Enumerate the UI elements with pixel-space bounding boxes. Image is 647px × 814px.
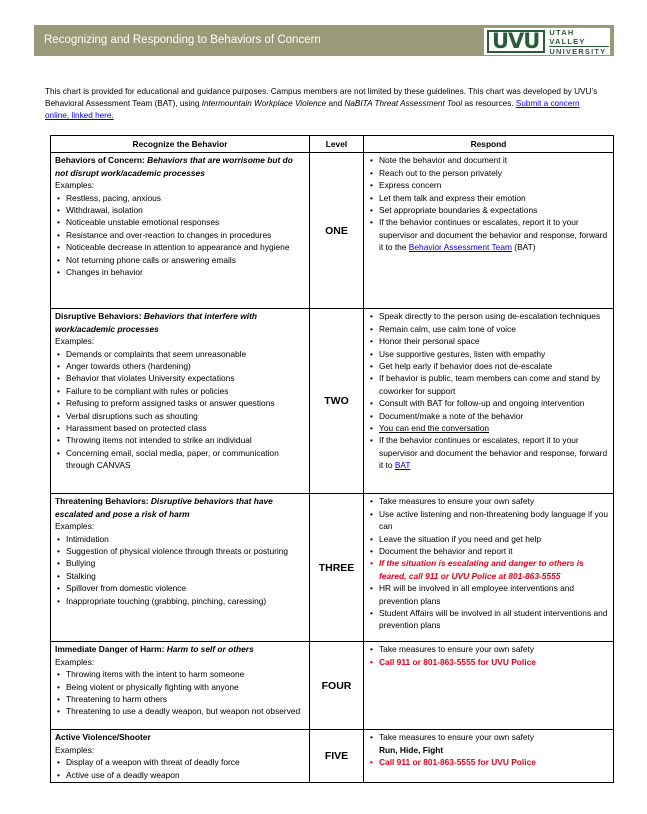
list-item: • Throwing items with the intent to harm someone — [55, 668, 305, 680]
list-item: • Let them talk and express their emotion — [368, 192, 609, 204]
recognize-cell — [51, 153, 310, 309]
level-cell: ONE — [310, 153, 364, 309]
list-item: • Reach out to the person privately — [368, 167, 609, 179]
examples-list — [55, 192, 305, 279]
end-conversation-text: You can end the conversation — [379, 423, 490, 434]
intro-text-2: as resources. — [462, 99, 516, 108]
bat-link[interactable]: Behavior Assessment Team — [408, 242, 512, 253]
recognize-cell — [51, 494, 310, 642]
list-item: • Restless, pacing, anxious — [55, 192, 305, 204]
list-item: • Noticeable unstable emotional responses — [55, 216, 305, 228]
list-item: • Call 911 or 801-863-5555 for UVU Police — [368, 656, 609, 668]
level-cell: THREE — [310, 494, 364, 642]
respond-cell — [364, 730, 614, 783]
uvu-logo — [484, 28, 610, 55]
list-item: • Take measures to ensure your own safety — [368, 731, 609, 743]
col-header-respond: Respond — [364, 136, 614, 153]
list-item: • Behavior that violates University expectations — [55, 372, 305, 384]
list-item: • If the situation is escalating and danger to others is feared, call 911 or UVU Police at 801-863-5555 — [368, 557, 609, 582]
table-row — [51, 494, 614, 642]
respond-list — [368, 756, 609, 768]
list-item: • Document/make a note of the behavior — [368, 410, 609, 422]
behavior-title: Immediate Danger of Harm: Harm to self or others — [55, 644, 254, 655]
list-item: • Harassment based on protected class — [55, 422, 305, 434]
list-item: • If behavior is public, team members can come and stand by coworker for support — [368, 372, 609, 397]
logo-mark: UVU — [487, 30, 545, 53]
examples-label: Examples: — [55, 656, 95, 667]
examples-list — [55, 348, 305, 472]
behavior-title: Behaviors of Concern: Behaviors that are worrisome but do not disrupt work/academic processes — [55, 155, 293, 178]
examples-list — [55, 533, 305, 607]
intro-source-2: NaBITA Threat Assessment Tool — [344, 99, 463, 108]
list-item: • HR will be involved in all employee interventions and prevention plans — [368, 582, 609, 607]
list-item: • Inappropriate touching (grabbing, pinching, caressing) — [55, 595, 305, 607]
list-item: • Use supportive gestures, listen with empathy — [368, 348, 609, 360]
submit-concern-link[interactable]: Submit a concern online, linked here. — [45, 99, 580, 120]
behavior-title: Threatening Behaviors: Disruptive behaviors that have escalated and pose a risk of harm — [55, 496, 273, 519]
examples-list — [55, 668, 305, 718]
list-item: • Call 911 or 801-863-5555 for UVU Police — [368, 756, 609, 768]
list-item: • Suggestion of physical violence through threats or posturing — [55, 545, 305, 557]
list-item: • Document the behavior and report it — [368, 545, 609, 557]
list-item: • Demands or complaints that seem unreasonable — [55, 348, 305, 360]
recognize-cell — [51, 730, 310, 783]
list-item: • Take measures to ensure your own safety — [368, 643, 609, 655]
list-item: • Take measures to ensure your own safety — [368, 495, 609, 507]
intro-text-1: This chart is provided for educational and guidance purposes. Campus members are not limited by these guidelines. This chart was developed by UVU’s Behavioral Assessment Team (BAT), using — [45, 87, 598, 108]
list-item: • Threatening to use a deadly weapon, but weapon not observed — [55, 705, 305, 717]
list-item — [368, 422, 609, 434]
level-cell: FIVE — [310, 730, 364, 783]
bat-link[interactable]: BAT — [394, 460, 411, 471]
list-item: • Anger towards others (hardening) — [55, 360, 305, 372]
list-item: • Use active listening and non-threatening body language if you can — [368, 508, 609, 533]
table-row — [51, 730, 614, 783]
table-row — [51, 642, 614, 730]
examples-list — [55, 756, 305, 781]
respond-list — [368, 310, 609, 471]
examples-label: Examples: — [55, 336, 95, 347]
list-item: • Changes in behavior — [55, 266, 305, 278]
list-item: • Note the behavior and document it — [368, 154, 609, 166]
list-item: • Display of a weapon with threat of deadly force — [55, 756, 305, 768]
list-item: • Express concern — [368, 179, 609, 191]
respond-list — [368, 643, 609, 668]
examples-label: Examples: — [55, 744, 95, 755]
respond-cell — [364, 153, 614, 309]
list-item: • Throwing items not intended to strike an individual — [55, 434, 305, 446]
respond-cell — [364, 642, 614, 730]
recognize-cell — [51, 642, 310, 730]
list-item: • Set appropriate boundaries & expectations — [368, 204, 609, 216]
intro-paragraph — [45, 86, 605, 122]
examples-label: Examples: — [55, 521, 95, 532]
list-item: • Refusing to preform assigned tasks or answer questions — [55, 397, 305, 409]
list-item: • Active use of a deadly weapon — [55, 769, 305, 781]
list-item: • Resistance and over-reaction to changes in procedures — [55, 229, 305, 241]
respond-cell — [364, 309, 614, 494]
list-item: • Honor their personal space — [368, 335, 609, 347]
page-title: Recognizing and Responding to Behaviors of Concern — [44, 34, 321, 46]
list-item: • Get help early if behavior does not de-escalate — [368, 360, 609, 372]
list-item: • If the behavior continues or escalates, report it to your supervisor and document the behavior and response, forward it to the Behavior Assessment Team (BAT) — [368, 216, 609, 253]
respond-list — [368, 731, 609, 743]
list-item: • Remain calm, use calm tone of voice — [368, 323, 609, 335]
col-header-level: Level — [310, 136, 364, 153]
list-item: • Withdrawal, isolation — [55, 204, 305, 216]
examples-label: Examples: — [55, 180, 95, 191]
run-hide-fight: Run, Hide, Fight — [379, 744, 444, 755]
behavior-title: Active Violence/Shooter — [55, 732, 151, 743]
respond-list — [368, 495, 609, 631]
list-item: • Concerning email, social media, paper, or communication through CANVAS — [55, 447, 305, 472]
logo-words — [549, 28, 609, 56]
list-item: • Noticeable decrease in attention to appearance and hygiene — [55, 241, 305, 253]
list-item: • Verbal disruptions such as shouting — [55, 410, 305, 422]
level-cell: TWO — [310, 309, 364, 494]
list-item: • Failure to be compliant with rules or policies — [55, 385, 305, 397]
page-header — [34, 25, 614, 56]
list-item: • Stalking — [55, 570, 305, 582]
logo-line-1: UTAH VALLEY — [549, 28, 609, 47]
respond-list — [368, 154, 609, 253]
respond-cell — [364, 494, 614, 642]
intro-and: and — [326, 99, 345, 108]
list-item: • Threatening to harm others — [55, 693, 305, 705]
intro-source-1: Intermountain Workplace Violence — [201, 99, 327, 108]
list-item: • Speak directly to the person using de-escalation techniques — [368, 310, 609, 322]
list-item: • Leave the situation if you need and get help — [368, 533, 609, 545]
behavior-title: Disruptive Behaviors: Behaviors that interfere with work/academic processes — [55, 311, 257, 334]
list-item: • Student Affairs will be involved in all student interventions and prevention plans — [368, 607, 609, 632]
list-item: • Being violent or physically fighting with anyone — [55, 681, 305, 693]
list-item: • Not returning phone calls or answering emails — [55, 254, 305, 266]
list-item: • Consult with BAT for follow-up and ongoing intervention — [368, 397, 609, 409]
table-row — [51, 153, 614, 309]
list-item: • Bullying — [55, 557, 305, 569]
list-item: • If the behavior continues or escalates, report it to your supervisor and document the behavior and response, forward it to BAT — [368, 434, 609, 471]
table-header-row — [51, 136, 614, 153]
recognize-cell — [51, 309, 310, 494]
list-item: • Spillover from domestic violence — [55, 582, 305, 594]
logo-line-2: UNIVERSITY — [549, 46, 607, 56]
table-row — [51, 309, 614, 494]
level-cell: FOUR — [310, 642, 364, 730]
behavior-table — [50, 135, 614, 783]
col-header-recognize: Recognize the Behavior — [51, 136, 310, 153]
list-item: • Intimidation — [55, 533, 305, 545]
